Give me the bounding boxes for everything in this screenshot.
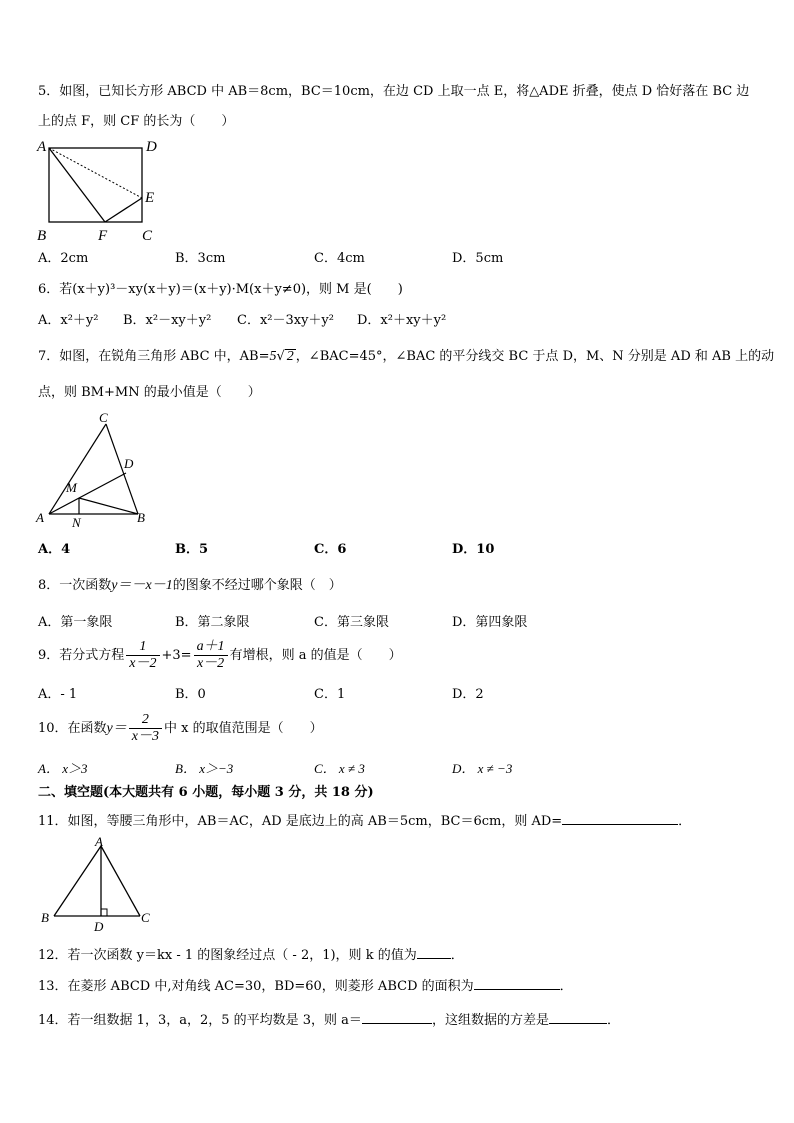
q14-stem-mid: ，这组数据的方差是 bbox=[431, 1013, 549, 1028]
q5-stem-line2: 上的点 F，则 CF 的长为（ ） bbox=[38, 114, 235, 129]
q11-answer-blank[interactable] bbox=[562, 812, 678, 825]
q7-option-a[interactable]: A．4 bbox=[38, 542, 71, 557]
q10-y-eq: y＝ bbox=[106, 721, 127, 736]
q7-stem-line1 bbox=[38, 348, 774, 366]
q9-option-c[interactable]: C．1 bbox=[314, 687, 346, 702]
q13-stem bbox=[38, 977, 573, 996]
q6-option-d[interactable]: D．x²＋xy＋y² bbox=[357, 313, 447, 328]
q5-rectangle-figure bbox=[34, 136, 164, 246]
q7-label-M: M bbox=[66, 480, 77, 495]
q7-option-d[interactable]: D．10 bbox=[452, 542, 495, 557]
q7-root-value: 2 bbox=[286, 349, 294, 364]
q7-root-coef: 5 bbox=[269, 349, 277, 364]
q9-option-b[interactable]: B．0 bbox=[175, 687, 206, 702]
q11-label-B: B bbox=[41, 910, 49, 925]
q5-label-B: B bbox=[37, 228, 47, 244]
q5-label-E: E bbox=[145, 190, 155, 206]
q12-stem-tail: ． bbox=[450, 948, 464, 963]
q6-option-c[interactable]: C．x²－3xy＋y² bbox=[237, 313, 334, 328]
q11-stem-tail: ． bbox=[678, 814, 692, 829]
q11-label-A: A bbox=[95, 836, 103, 849]
q11-label-C: C bbox=[141, 910, 150, 925]
q5-option-b[interactable]: B．3cm bbox=[175, 251, 226, 266]
q8-option-b[interactable]: B．第二象限 bbox=[175, 615, 250, 630]
q9-stem-pre: 9．若分式方程 bbox=[38, 648, 125, 663]
q8-stem-pre: 8．一次函数 bbox=[38, 578, 112, 593]
q6-stem: 6．若(x＋y)³－xy(x＋y)＝(x＋y)·M(x＋y≠0)，则 M 是( ) bbox=[38, 282, 403, 297]
q9-fraction-2 bbox=[194, 639, 228, 672]
q14-stem bbox=[38, 1011, 620, 1030]
q7-option-b[interactable]: B．5 bbox=[175, 542, 209, 557]
q7-label-A: A bbox=[36, 510, 44, 525]
sqrt-icon: √ bbox=[276, 349, 285, 364]
q14-stem-text: 14．若一组数据 1，3，a，2，5 的平均数是 3，则 a＝ bbox=[38, 1013, 362, 1028]
q5-stem-line1: 5．如图，已知长方形 ABCD 中 AB＝8cm，BC＝10cm，在边 CD 上取一点 E，将△ADE 折叠，使点 D 恰好落在 BC 边 bbox=[38, 84, 750, 99]
q5-option-d[interactable]: D．5cm bbox=[452, 251, 504, 266]
q11-label-D: D bbox=[94, 919, 104, 934]
q7-label-C: C bbox=[99, 410, 108, 425]
q7-label-N: N bbox=[72, 515, 81, 530]
q12-answer-blank[interactable] bbox=[417, 946, 451, 959]
q10-option-d[interactable]: D． x ≠ −3 bbox=[452, 761, 513, 776]
q5-option-c[interactable]: C．4cm bbox=[314, 251, 365, 266]
q13-answer-blank[interactable] bbox=[474, 977, 560, 990]
q10-option-a[interactable]: A． x＞3 bbox=[38, 761, 88, 776]
q11-stem bbox=[38, 812, 691, 831]
q9-fraction-2-den: x－2 bbox=[194, 655, 228, 672]
q5-label-C: C bbox=[142, 228, 153, 244]
q7-stem-part-b: ，∠BAC=45°，∠BAC 的平分线交 BC 于点 D，M、N 分别是 AD 和 AB 上的动 bbox=[295, 349, 775, 364]
q7-stem-line2: 点，则 BM+MN 的最小值是（ ） bbox=[38, 385, 261, 400]
q6-option-a[interactable]: A．x²＋y² bbox=[38, 313, 99, 328]
q9-stem bbox=[38, 638, 402, 674]
section-2-heading: 二、填空题(本大题共有 6 小题，每小题 3 分，共 18 分) bbox=[38, 785, 374, 800]
q5-label-F: F bbox=[98, 228, 108, 244]
q10-option-c[interactable]: C． x ≠ 3 bbox=[314, 761, 365, 776]
q5-option-a[interactable]: A．2cm bbox=[38, 251, 89, 266]
q9-option-a[interactable]: A．- 1 bbox=[38, 687, 78, 702]
q8-stem-post: 的图象不经过哪个象限（ ） bbox=[172, 578, 342, 593]
q5-label-D: D bbox=[146, 139, 157, 155]
q14-answer-blank-2[interactable] bbox=[549, 1011, 607, 1024]
q14-answer-blank-1[interactable] bbox=[362, 1011, 432, 1024]
q8-formula: y＝－x－1 bbox=[111, 578, 173, 593]
q5-label-A: A bbox=[37, 139, 47, 155]
q10-option-b[interactable]: B． x＞−3 bbox=[175, 761, 234, 776]
q8-stem bbox=[38, 577, 342, 595]
q13-stem-text: 13．在菱形 ABCD 中,对角线 AC=30，BD=60，则菱形 ABCD 的面积为 bbox=[38, 979, 474, 994]
q9-fraction-1-num: 1 bbox=[139, 639, 147, 654]
q10-stem-pre: 10．在函数 bbox=[38, 721, 107, 736]
q7-label-D: D bbox=[124, 456, 134, 471]
q9-fraction-1-den: x－2 bbox=[126, 655, 159, 672]
q10-fraction bbox=[129, 712, 162, 745]
q8-option-c[interactable]: C．第三象限 bbox=[314, 615, 389, 630]
q12-stem bbox=[38, 946, 464, 965]
q9-stem-mid: +3= bbox=[161, 648, 192, 663]
q7-label-B: B bbox=[137, 510, 145, 525]
q12-stem-text: 12．若一次函数 y＝kx - 1 的图象经过点（ - 2，1)，则 k 的值为 bbox=[38, 948, 417, 963]
q10-fraction-num: 2 bbox=[141, 712, 149, 727]
q7-stem-part-a: 7．如图，在锐角三角形 ABC 中，AB= bbox=[38, 349, 270, 364]
q10-stem-post: 中 x 的取值范围是（ ） bbox=[163, 721, 323, 736]
q10-fraction-den: x－3 bbox=[129, 728, 162, 745]
q11-isosceles-figure bbox=[34, 836, 164, 936]
q7-option-c[interactable]: C．6 bbox=[314, 542, 347, 557]
q14-stem-tail: ． bbox=[606, 1013, 620, 1028]
q9-fraction-1 bbox=[126, 639, 159, 672]
q11-stem-text: 11．如图，等腰三角形中，AB＝AC，AD 是底边上的高 AB＝5cm，BC＝6cm，则 AD= bbox=[38, 814, 563, 829]
q9-option-d[interactable]: D．2 bbox=[452, 687, 484, 702]
q8-option-a[interactable]: A．第一象限 bbox=[38, 615, 113, 630]
q6-option-b[interactable]: B．x²－xy＋y² bbox=[123, 313, 212, 328]
q7-triangle-figure bbox=[34, 410, 154, 530]
q10-stem bbox=[38, 711, 323, 747]
q9-stem-post: 有增根，则 a 的值是（ ） bbox=[229, 648, 402, 663]
q13-stem-tail: ． bbox=[559, 979, 573, 994]
q8-option-d[interactable]: D．第四象限 bbox=[452, 615, 528, 630]
q9-fraction-2-num: a＋1 bbox=[196, 639, 225, 654]
